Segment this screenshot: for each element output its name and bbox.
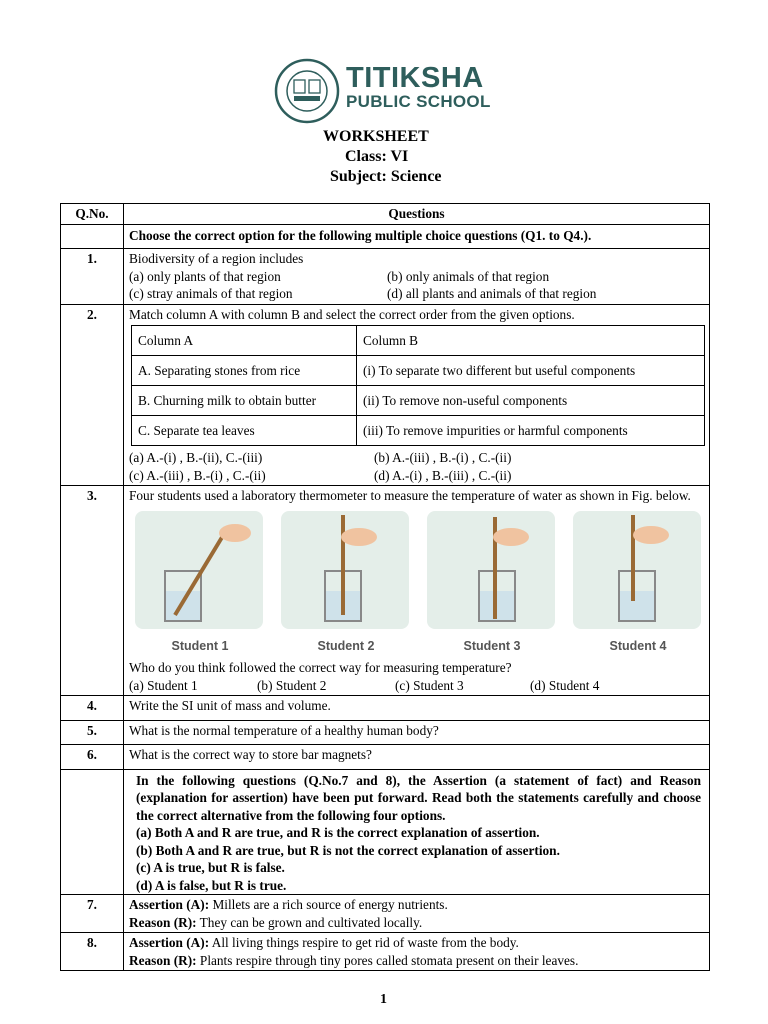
student-label: Student 4 [609, 638, 667, 653]
table-row [61, 249, 710, 305]
table-row [61, 933, 710, 971]
student-label: Student 2 [317, 638, 375, 653]
option-a: (a) Student 1 [129, 677, 198, 693]
subject-label: Subject: Science [330, 168, 442, 185]
question-number: 4. [61, 696, 124, 721]
qno-header: Q.No. [61, 204, 124, 225]
ar-option-d: (d) A is false, but R is true. [136, 877, 287, 893]
column-a-header: Column A [132, 326, 357, 356]
assertion-label: Assertion (A): [129, 935, 210, 950]
thermometer-beaker-icon [427, 511, 555, 629]
option-a: (a) only plants of that region [129, 268, 281, 284]
school-emblem-icon [274, 58, 340, 124]
question-number: 2. [61, 304, 124, 486]
ar-option-c: (c) A is true, but R is false. [136, 860, 285, 875]
question-stem: Four students used a laboratory thermometer to measure the temperature of water as shown in Fig. below. [129, 488, 691, 503]
match-cell-a: B. Churning milk to obtain butter [132, 386, 357, 416]
reason-text: Plants respire through tiny pores called stomata present on their leaves. [196, 952, 579, 968]
questions-table [60, 203, 710, 971]
student-figure [135, 511, 265, 656]
question-number: 5. [61, 720, 124, 745]
question-number: 1. [61, 249, 124, 305]
ar-option-a: (a) Both A and R are true, and R is the correct explanation of assertion. [136, 825, 540, 840]
question-stem: Biodiversity of a region includes [129, 251, 304, 266]
match-cell-a: A. Separating stones from rice [132, 356, 357, 386]
option-d: (d) A.-(i) , B.-(iii) , C.-(ii) [374, 467, 512, 483]
table-row [61, 304, 710, 486]
match-cell-b: (i) To separate two different but useful components [357, 356, 705, 386]
question-stem: Match column A with column B and select the correct order from the given options. [129, 306, 575, 322]
question-1 [124, 249, 710, 305]
page-number: 1 [380, 992, 387, 1007]
assertion-label: Assertion (A): [129, 897, 210, 912]
mcq-instruction: Choose the correct option for the following multiple choice questions (Q1. to Q4.). [124, 224, 710, 249]
match-table [131, 325, 705, 446]
table-row [61, 486, 710, 696]
table-row [61, 720, 710, 745]
student-figure [281, 511, 411, 656]
school-logo [274, 58, 504, 122]
option-d: (d) Student 4 [530, 677, 600, 693]
question-2 [124, 304, 710, 486]
worksheet-title: WORKSHEET [323, 128, 429, 145]
option-d: (d) all plants and animals of that region [387, 286, 597, 301]
table-row [61, 895, 710, 933]
table-row [61, 745, 710, 770]
question-6: What is the correct way to store bar magnets? [124, 745, 710, 770]
question-5: What is the normal temperature of a healthy human body? [124, 720, 710, 745]
match-cell-a: C. Separate tea leaves [132, 416, 357, 446]
school-name-line1: TITIKSHA [346, 62, 484, 94]
assertion-text: All living things respire to get rid of waste from the body. [209, 935, 519, 950]
option-b: (b) only animals of that region [387, 268, 550, 284]
question-number: 7. [61, 895, 124, 933]
option-c: (c) A.-(iii) , B.-(i) , C.-(ii) [129, 467, 266, 483]
class-label: Class: VI [345, 148, 409, 165]
ar-option-b: (b) Both A and R are true, but R is not the correct explanation of assertion. [136, 842, 560, 858]
column-b-header: Column B [357, 326, 705, 356]
question-text: Who do you think followed the correct way for measuring temperature? [129, 660, 512, 675]
thermometer-beaker-icon [281, 511, 409, 629]
student-label: Student 1 [171, 638, 229, 653]
reason-text: They can be grown and cultivated locally. [196, 914, 423, 930]
thermometer-figure [135, 511, 704, 656]
match-cell-b: (iii) To remove impurities or harmful components [357, 416, 705, 446]
student-label: Student 3 [463, 638, 521, 653]
match-cell-b: (ii) To remove non-useful components [357, 386, 705, 416]
thermometer-beaker-icon [135, 511, 263, 629]
question-4: Write the SI unit of mass and volume. [124, 696, 710, 721]
option-a: (a) A.-(i) , B.-(ii), C.-(iii) [129, 450, 263, 465]
option-c: (c) Student 3 [395, 677, 464, 693]
student-figure [573, 511, 703, 656]
assertion-reason-instructions [124, 769, 710, 895]
reason-label: Reason (R): [129, 952, 197, 968]
question-number: 3. [61, 486, 124, 696]
reason-label: Reason (R): [129, 914, 197, 930]
mcq-instruction-row [61, 224, 710, 249]
questions-header: Questions [124, 204, 710, 225]
ar-instruction-row [61, 769, 710, 895]
question-7 [124, 895, 710, 933]
student-figure [427, 511, 557, 656]
question-number: 8. [61, 933, 124, 971]
option-b: (b) A.-(iii) , B.-(i) , C.-(ii) [374, 450, 512, 465]
ar-intro: In the following questions (Q.No.7 and 8), the Assertion (a statement of fact) and Reason (explanation for assertion) have been put forward. Read both the statements carefully and choose the correct alternative from the following four options. [136, 772, 701, 823]
option-c: (c) stray animals of that region [129, 286, 293, 301]
thermometer-beaker-icon [573, 511, 701, 629]
question-number: 6. [61, 745, 124, 770]
question-3 [124, 486, 710, 696]
assertion-text: Millets are a rich source of energy nutrients. [209, 897, 448, 912]
question-8 [124, 933, 710, 971]
option-b: (b) Student 2 [257, 677, 327, 693]
table-header-row [61, 204, 710, 225]
table-row [61, 696, 710, 721]
school-name-line2: PUBLIC SCHOOL [346, 92, 491, 111]
